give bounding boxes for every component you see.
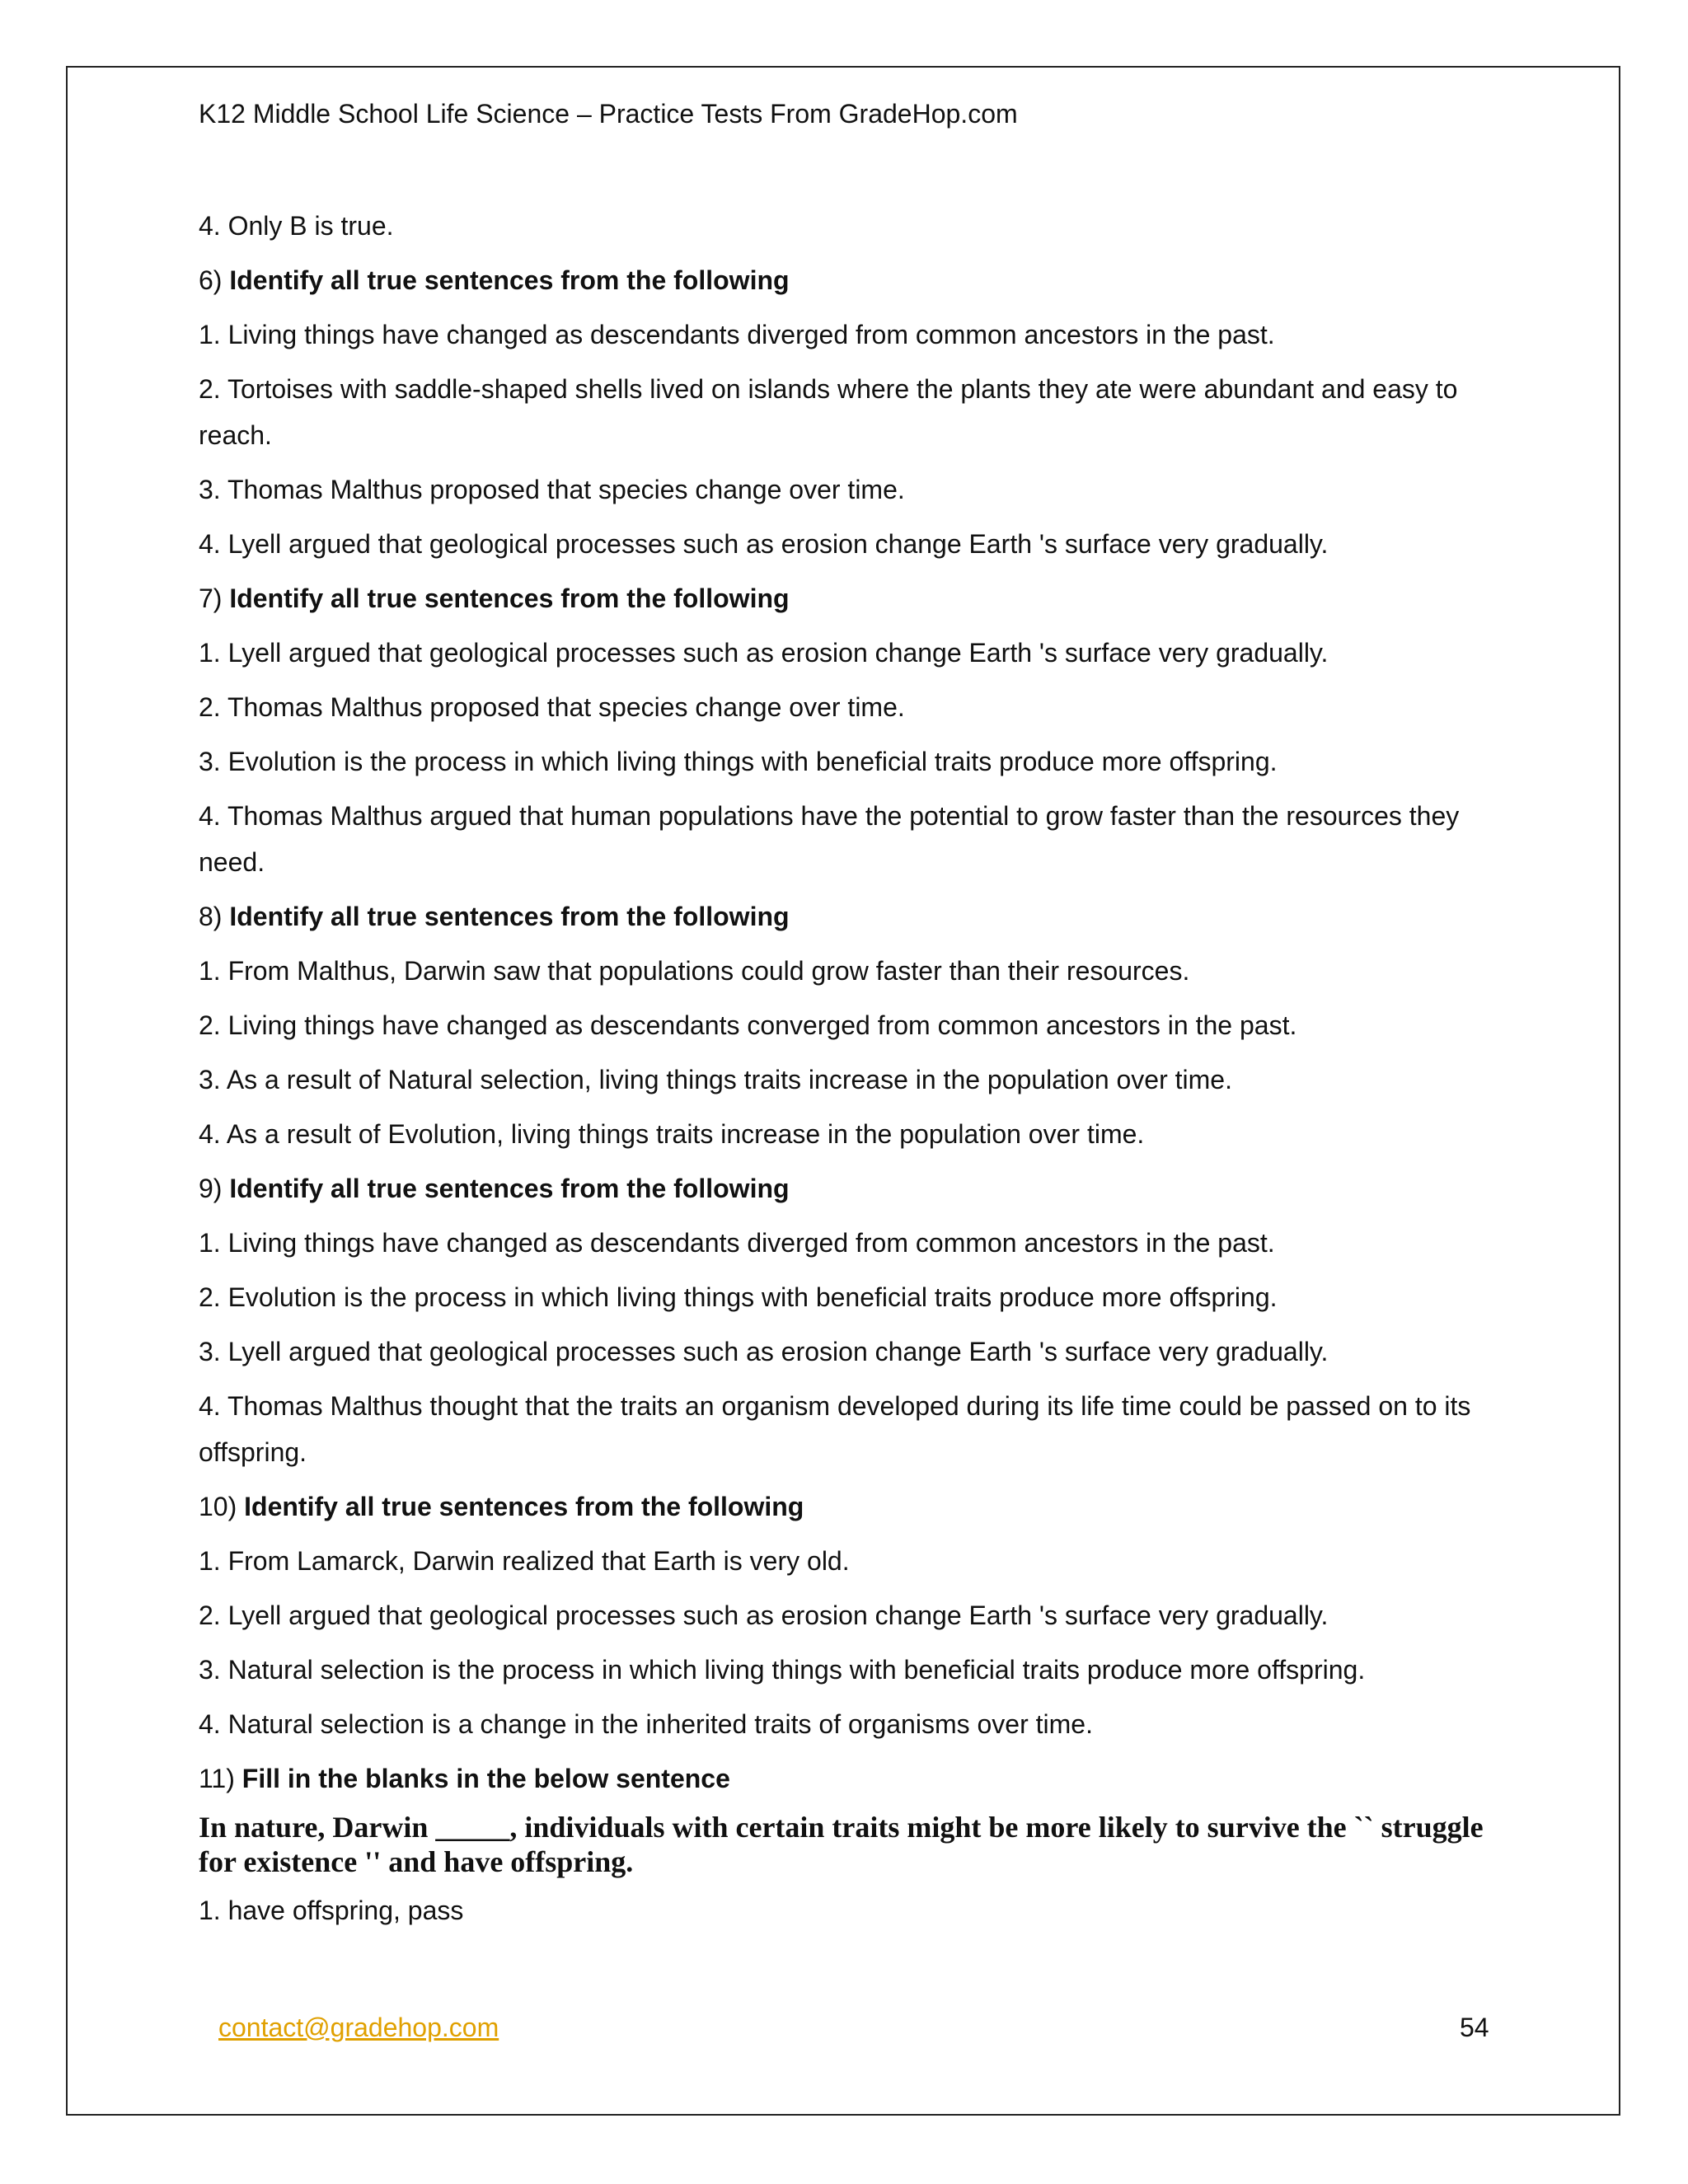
q7-option-1: 1. Lyell argued that geological processes such as erosion change Earth 's surface very gradually. bbox=[199, 638, 1329, 668]
q7-option-3: 3. Evolution is the process in which living things with beneficial traits produce more offspring. bbox=[199, 747, 1278, 776]
question-prompt: Identify all true sentences from the following bbox=[244, 1492, 804, 1521]
q9-option-4: 4. Thomas Malthus thought that the traits an organism developed during its life time could be passed on to its offspring. bbox=[199, 1391, 1471, 1467]
question-8 bbox=[199, 893, 1501, 940]
question-10 bbox=[199, 1483, 1501, 1530]
q9-option-3: 3. Lyell argued that geological processes such as erosion change Earth 's surface very gradually. bbox=[199, 1337, 1329, 1366]
page-header: K12 Middle School Life Science – Practice Tests From GradeHop.com bbox=[199, 99, 1018, 129]
question-number: 10) bbox=[199, 1492, 237, 1521]
question-number: 7) bbox=[199, 583, 223, 613]
q10-option-4: 4. Natural selection is a change in the inherited traits of organisms over time. bbox=[199, 1709, 1093, 1739]
q6-option-3: 3. Thomas Malthus proposed that species change over time. bbox=[199, 475, 905, 504]
q11-sentence: In nature, Darwin _____, individuals with certain traits might be more likely to survive the `` struggle for existence '' and have offspring. bbox=[199, 1811, 1484, 1878]
q7-option-2: 2. Thomas Malthus proposed that species change over time. bbox=[199, 692, 905, 722]
q8-option-4: 4. As a result of Evolution, living things traits increase in the population over time. bbox=[199, 1119, 1145, 1149]
question-number: 6) bbox=[199, 265, 223, 295]
q9-option-2: 2. Evolution is the process in which living things with beneficial traits produce more offspring. bbox=[199, 1282, 1278, 1312]
question-7 bbox=[199, 575, 1501, 621]
contact-email-link[interactable]: contact@gradehop.com bbox=[218, 2013, 499, 2042]
q6-option-1: 1. Living things have changed as descendants diverged from common ancestors in the past. bbox=[199, 320, 1275, 349]
q10-option-2: 2. Lyell argued that geological processes such as erosion change Earth 's surface very gradually. bbox=[199, 1601, 1329, 1630]
question-number: 8) bbox=[199, 902, 223, 931]
q9-option-1: 1. Living things have changed as descendants diverged from common ancestors in the past. bbox=[199, 1228, 1275, 1258]
q8-option-3: 3. As a result of Natural selection, living things traits increase in the population over time. bbox=[199, 1065, 1232, 1094]
carryover-option: 4. Only B is true. bbox=[199, 211, 394, 241]
question-9 bbox=[199, 1165, 1501, 1212]
q10-option-3: 3. Natural selection is the process in which living things with beneficial traits produce more offspring. bbox=[199, 1655, 1366, 1685]
q11-option-1: 1. have offspring, pass bbox=[199, 1896, 464, 1925]
page-content bbox=[199, 203, 1501, 1942]
question-prompt: Identify all true sentences from the following bbox=[229, 902, 790, 931]
question-11 bbox=[199, 1755, 1501, 1802]
q6-option-2: 2. Tortoises with saddle-shaped shells lived on islands where the plants they ate were abundant and easy to reach. bbox=[199, 374, 1458, 450]
q10-option-1: 1. From Lamarck, Darwin realized that Earth is very old. bbox=[199, 1546, 850, 1576]
question-prompt: Identify all true sentences from the following bbox=[229, 583, 790, 613]
q7-option-4: 4. Thomas Malthus argued that human populations have the potential to grow faster than the resources they need. bbox=[199, 801, 1460, 877]
question-prompt: Fill in the blanks in the below sentence bbox=[241, 1764, 730, 1793]
q8-option-1: 1. From Malthus, Darwin saw that populations could grow faster than their resources. bbox=[199, 956, 1190, 986]
question-number: 9) bbox=[199, 1174, 223, 1203]
q8-option-2: 2. Living things have changed as descendants converged from common ancestors in the past. bbox=[199, 1010, 1297, 1040]
question-prompt: Identify all true sentences from the following bbox=[229, 265, 790, 295]
question-6 bbox=[199, 257, 1501, 303]
question-number: 11) bbox=[199, 1764, 235, 1793]
question-prompt: Identify all true sentences from the following bbox=[229, 1174, 790, 1203]
q6-option-4: 4. Lyell argued that geological processes such as erosion change Earth 's surface very gradually. bbox=[199, 529, 1329, 559]
page-number: 54 bbox=[1460, 2013, 1489, 2042]
